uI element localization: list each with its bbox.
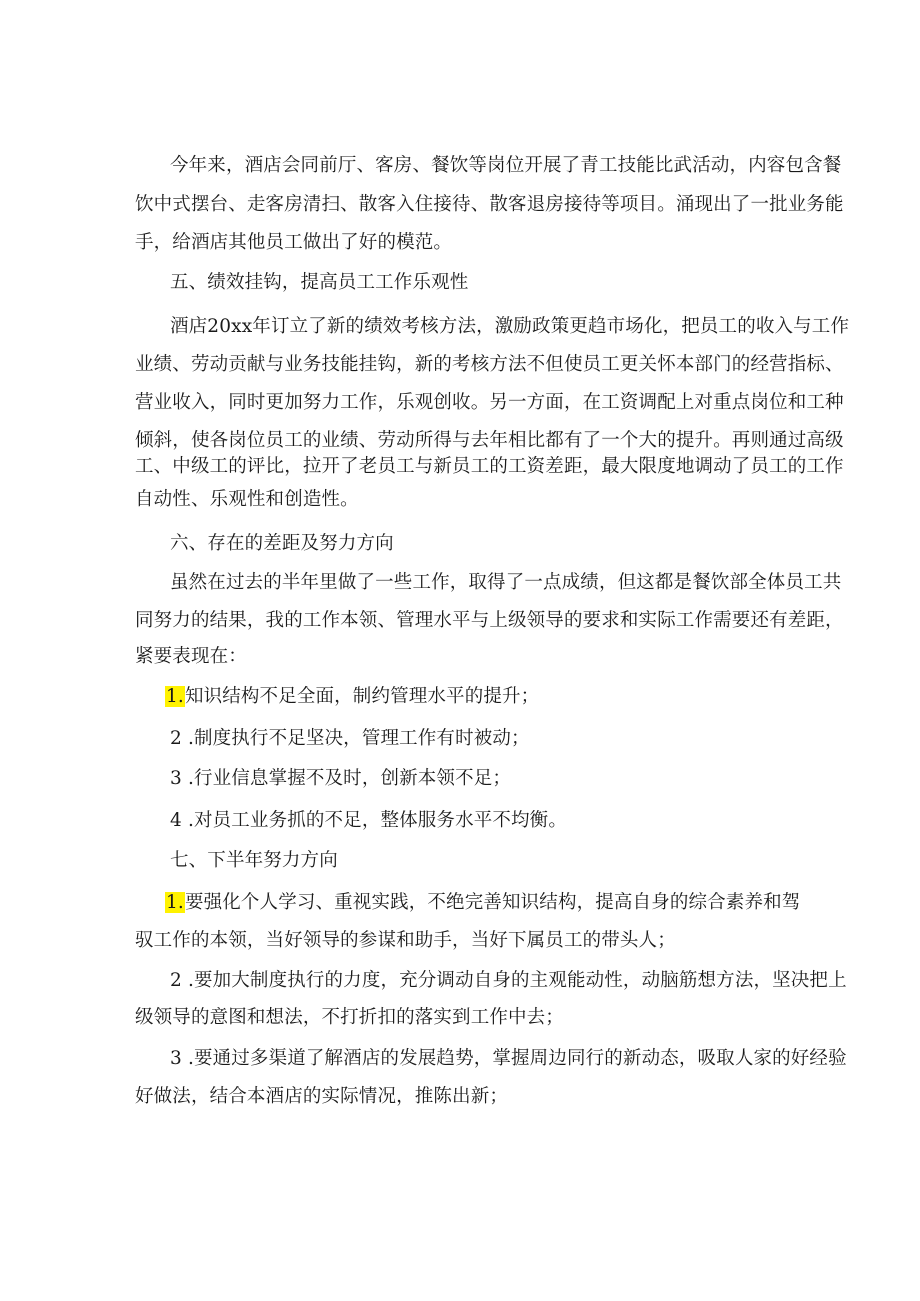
highlighted-number: 1. [166,892,184,913]
gap-number: 4 . [170,810,194,831]
goal-item-2-cont: 级领导的意图和想法，不打折扣的落实到工作中去； [135,1007,564,1028]
goal-item-1 [165,891,800,915]
gap-text: 对员工业务抓的不足，整体服务水平不均衡。 [193,810,567,831]
goal-number: 3 . [170,1048,194,1069]
para1-line: 今年来，酒店会同前厅、客房、餐饮等岗位开展了青工技能比武活动，内容包含餐 [170,155,842,176]
para3-line: 紧要表现在： [135,646,247,667]
goal-item-2 [170,969,847,993]
goal-item-3-cont: 好做法，结合本酒店的实际情况，推陈出新； [135,1086,509,1107]
goal-text: 要加大制度执行的力度，充分调动自身的主观能动性，动脑筋想方法，坚决把上 [193,970,847,991]
para2-line: 营业收入，同时更加努力工作，乐观创收。另一方面，在工资调配上对重点岗位和工种 [135,392,844,413]
gap-item-1 [165,685,539,709]
gap-item-3 [170,767,511,791]
para2-line: 自动性、乐观性和创造性。 [135,489,359,510]
para3-line: 同努力的结果，我的工作本领、管理水平与上级领导的要求和实际工作需要还有差距， [135,610,844,631]
highlighted-number: 1. [166,686,184,707]
gap-item-4 [170,809,567,833]
gap-number: 3 . [170,768,194,789]
para1-line: 手，给酒店其他员工做出了好的模范。 [135,232,453,253]
para3-line: 虽然在过去的半年里做了一些工作，取得了一点成绩，但这都是餐饮部全体员工共 [170,572,842,593]
gap-text: 制度执行不足坚决，管理工作有时被动； [193,728,530,749]
goal-text: 要通过多渠道了解酒店的发展趋势，掌握周边同行的新动态，吸取人家的好经验 [193,1048,847,1069]
para2-line: 业绩、劳动贡献与业务技能挂钩，新的考核方法不但使员工更关怀本部门的经营指标、 [135,354,844,375]
goal-number: 2 . [170,970,194,991]
goal-text: 要强化个人学习、重视实践，不绝完善知识结构，提高自身的综合素养和驾 [184,892,801,913]
section-heading-5: 五、绩效挂钩，提高员工工作乐观性 [170,272,469,293]
para1-line: 饮中式摆台、走客房清扫、散客入住接待、散客退房接待等项目。涌现出了一批业务能 [135,194,844,215]
section-heading-6: 六、存在的差距及努力方向 [170,533,394,554]
goal-item-1-cont: 驭工作的本领，当好领导的参谋和助手，当好下属员工的带头人； [135,930,676,951]
gap-number: 2 . [170,728,194,749]
gap-text: 行业信息掌握不及时，创新本领不足； [193,768,512,789]
para2-line: 倾斜，使各岗位员工的业绩、劳动所得与去年相比都有了一个大的提升。再则通过高级 [135,430,844,451]
para2-line: 工、中级工的评比，拉开了老员工与新员工的工资差距，最大限度地调动了员工的工作 [135,456,844,477]
section-heading-7: 七、下半年努力方向 [170,850,338,871]
para2-line: 酒店20xx年订立了新的绩效考核方法，激励政策更趋市场化，把员工的收入与工作 [170,316,850,337]
gap-item-2 [170,727,530,751]
gap-text: 知识结构不足全面，制约管理水平的提升； [184,686,540,707]
goal-item-3 [170,1047,847,1071]
